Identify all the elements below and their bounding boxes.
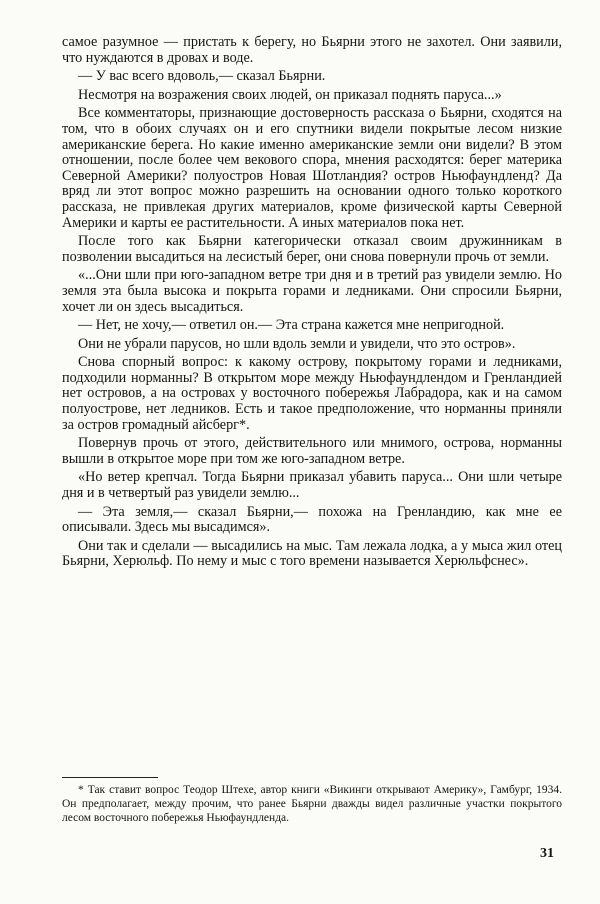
footnote-divider (62, 777, 158, 778)
paragraph: «Но ветер крепчал. Тогда Бьярни приказал убавить паруса... Они шли четыре дня и в четвертый раз увидели землю... (62, 469, 562, 502)
paragraph: Они не убрали парусов, но шли вдоль земли и увидели, что это остров». (78, 335, 516, 352)
paragraph: — У вас всего вдоволь,— сказал Бьярни. (78, 68, 326, 85)
paragraph: Они так и сделали — высадились на мыс. Там лежала лодка, а у мыса жил отец Бьярни, Херюльф. По нему и мыс с того времени называется Херюльфснес». (62, 537, 562, 570)
paragraph: После того как Бьярни категорически отказал своим дружинникам в позволении высадиться на лесистый берег, они снова повернули прочь от земли. (62, 233, 562, 265)
paragraph: «...Они шли при юго-западном ветре три дня и в третий раз увидели землю. Но земля эта была высока и покрыта горами и ледниками. Они спросили Бьярни, хочет ли он здесь высадиться. (62, 267, 562, 315)
paragraph: Все комментаторы, признающие достоверность рассказа о Бьярни, сходятся на том, что в обоих случаях он и его спутники видели покрытые лесом низкие американские берега. Но какие именно американские земли они видели? В этом отношении, после более чем векового спора, мнения расходятся: берег материка Северной Америки? полуостров Новая Шотландия? остров Ньюфаундленд? Да вряд ли этот вопрос можно разрешить на основании одного только короткого рассказа, не привлекая других материалов, кроме физической карты Северной Америки и карты ее растительности. А иных материалов пока нет. (62, 105, 562, 231)
paragraph: — Нет, не хочу,— ответил он.— Эта страна кажется мне непригодной. (78, 317, 505, 334)
paragraph: Несмотря на возражения своих людей, он приказал поднять паруса...» (78, 86, 502, 103)
paragraph: Повернув прочь от этого, действительного или мнимого, острова, норманны вышли в открытое море при том же юго-западном ветре. (62, 435, 562, 467)
paragraph: Снова спорный вопрос: к какому острову, покрытому горами и ледниками, подходили норманны? В открытом море между Ньюфаундлендом и Гренландией нет островов, а на островах у восточного побережья Лабрадора, как и на самом полуострове, нет ледников. Есть и такое предположение, что норманны приняли за остров громадный айсберг*. (62, 354, 562, 433)
paragraph: самое разумное — пристать к берегу, но Бьярни этого не захотел. Они заявили, что нуждаются в дровах и воде. (62, 34, 562, 66)
page-number: 31 (540, 846, 554, 861)
body-text (62, 35, 562, 573)
paragraph: — Эта земля,— сказал Бьярни,— похожа на Гренландию, как мне ее описывали. Здесь мы высадимся». (62, 503, 562, 536)
footnote: * Так ставит вопрос Теодор Штехе, автор книги «Викинги открывают Америку», Гамбург, 1934. Он предполагает, между прочим, что ранее Бьярни дважды видел различные участки покрытого лесом восточного побережья Ньюфаундленда. (62, 784, 562, 824)
